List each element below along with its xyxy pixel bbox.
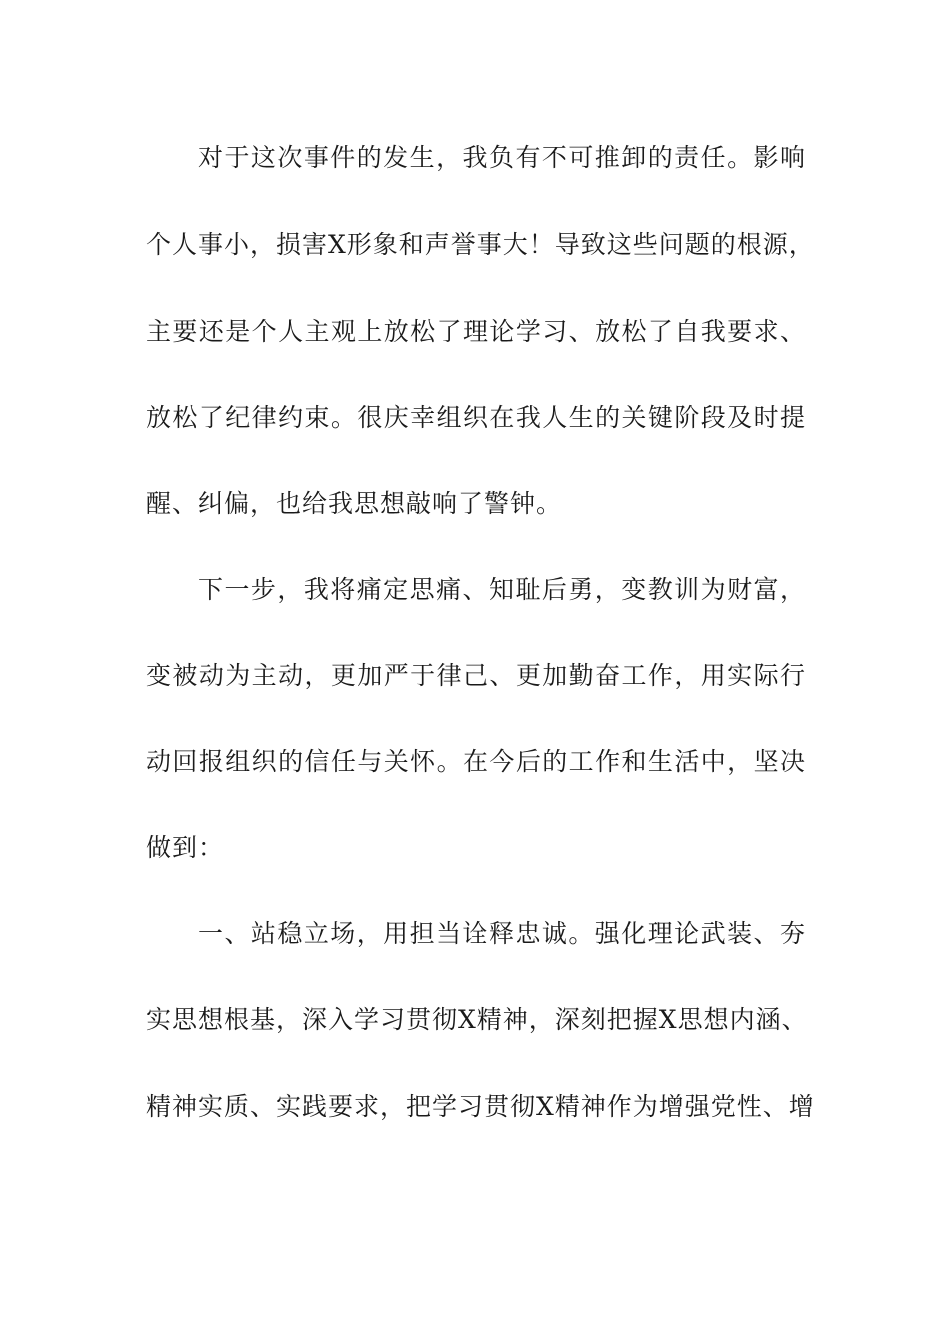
paragraph-3-line-1: 一、站稳立场，用担当诠释忠诚。强化理论武装、夯 [198,919,806,948]
paragraph-1-line-2: 个人事小，损害X形象和声誉事大！导致这些问题的根源， [146,230,815,259]
paragraph-3-line-2: 实思想根基，深入学习贯彻X精神，深刻把握X思想内涵、 [146,1005,808,1034]
paragraph-2-line-3: 动回报组织的信任与关怀。在今后的工作和生活中，坚决 [146,747,806,776]
paragraph-2-line-2: 变被动为主动，更加严于律己、更加勤奋工作，用实际行 [146,661,806,690]
paragraph-1-line-3: 主要还是个人主观上放松了理论学习、放松了自我要求、 [146,317,806,346]
paragraph-2-line-4: 做到： [146,833,225,862]
paragraph-2-line-1: 下一步，我将痛定思痛、知耻后勇，变教训为财富， [198,575,806,604]
paragraph-1-line-5: 醒、纠偏，也给我思想敲响了警钟。 [146,489,563,518]
paragraph-3-line-3: 精神实质、实践要求，把学习贯彻X精神作为增强党性、增 [146,1092,815,1121]
paragraph-1-line-4: 放松了纪律约束。很庆幸组织在我人生的关键阶段及时提 [146,403,806,432]
paragraph-1-line-1: 对于这次事件的发生，我负有不可推卸的责任。影响 [198,143,806,172]
